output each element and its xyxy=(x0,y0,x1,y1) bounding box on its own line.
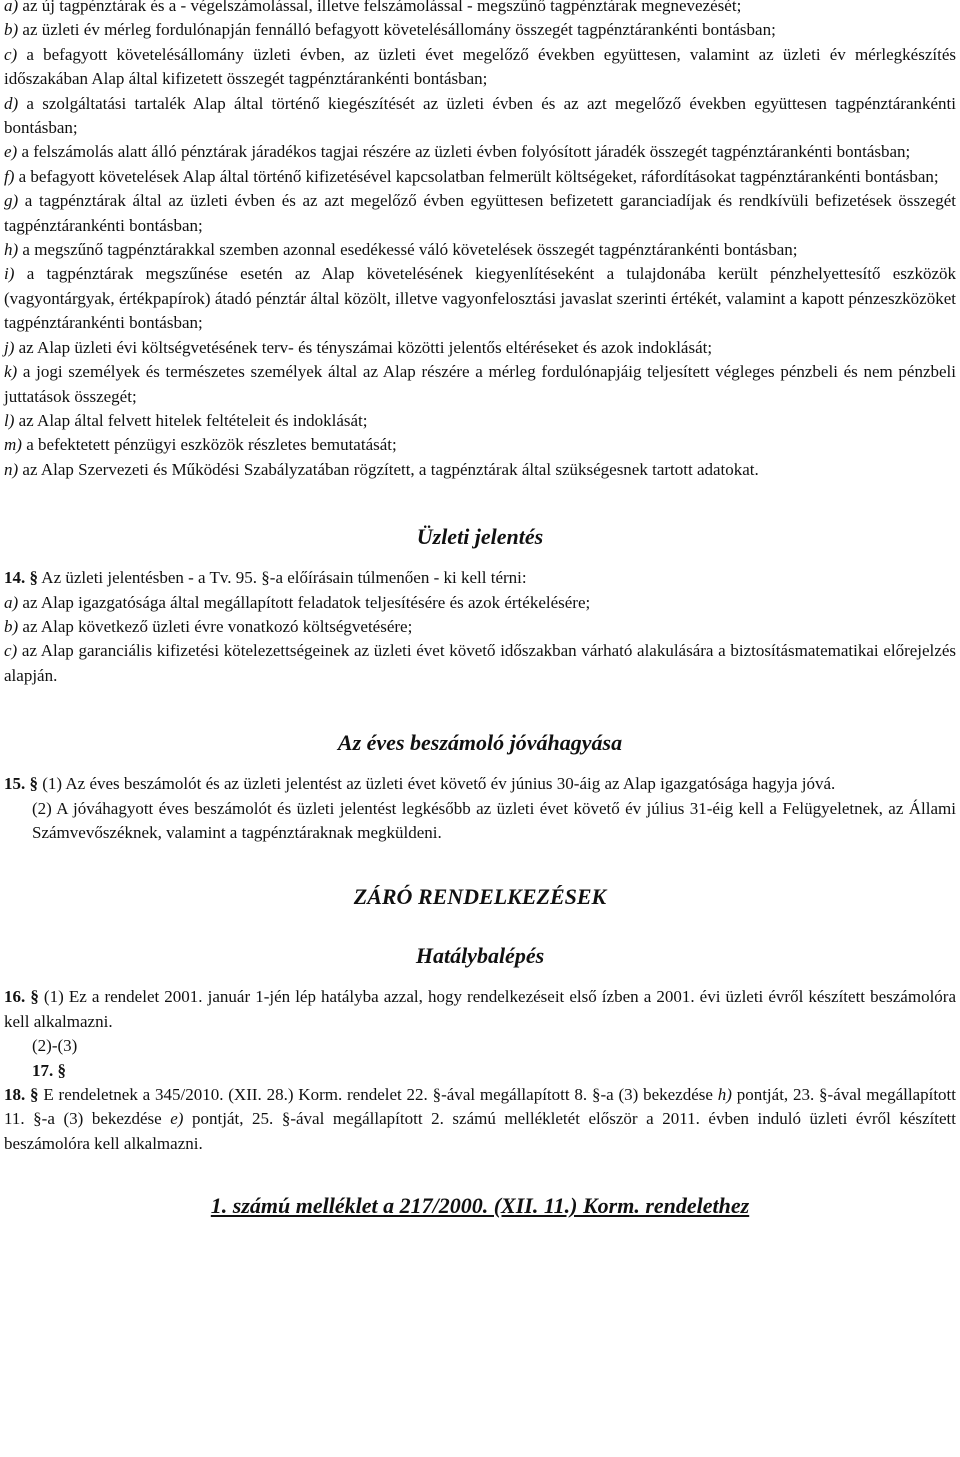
list-item-j: j) az Alap üzleti évi költségvetésének terv- és tényszámai közötti jelentős eltéréseket és azok indoklását; xyxy=(4,337,713,357)
list-item-m: m) a befektetett pénzügyi eszközök részletes bemutatását; xyxy=(4,435,397,455)
section-15-p1: 15. § (1) Az éves beszámolót és az üzleti jelentést az üzleti évet követő év június 30-áig az Alap igazgatósága hagyja jóvá. xyxy=(4,774,836,794)
section-16-p1: 16. § (1) Ez a rendelet 2001. január 1-jén lép hatályba azzal, hogy rendelkezéseit első ízben a 2001. évi üzleti évről készített beszámolóra kell alkalmazni. xyxy=(4,987,957,1031)
section-14-intro: 14. § Az üzleti jelentésben - a Tv. 95. §-a előírásain túlmenően - ki kell térni: xyxy=(4,568,527,588)
list-item-a: a) az új tagpénztárak és a - végelszámolással, illetve felszámolással - megszűnő tagpénztárak megnevezését; xyxy=(4,0,742,15)
section-14-item-c: c) az Alap garanciális kifizetési kötelezettségeinek az üzleti évet követő időszakban várható alakulására a biztosításmatematikai előrejelzés alapján. xyxy=(4,641,956,685)
section-16-sub: (2)-(3) xyxy=(32,1036,78,1056)
section-18 xyxy=(4,1083,956,1156)
list-item-k: k) a jogi személyek és természetes személyek által az Alap részére a mérleg fordulónapjáig teljesített végleges pénzbeli és nem pénzbeli juttatások összegét; xyxy=(4,362,956,406)
list-item-i: i) a tagpénztárak megszűnése esetén az Alap követelésének kiegyenlítéseként a tulajdonába került pénzhelyettesítő eszközök (vagyontárgyak, értékpapírok) átadó pénztár által közölt, illetve vagyonfelosztási javaslat szerinti értékét, valamint a kapott pénzeszközöket tagpénztárankénti bontásban; xyxy=(4,264,956,333)
section-15 xyxy=(4,772,956,845)
section-14-item-a: a) az Alap igazgatósága által megállapított feladatok teljesítésére és azok értékelésére; xyxy=(4,592,591,612)
section-17-p: 17. § xyxy=(32,1060,66,1080)
list-item-g: g) a tagpénztárak által az üzleti évben és az azt megelőző évben együttesen befizetett garanciadíjak és rendkívüli befizetések összegét tagpénztárankénti bontásban; xyxy=(4,191,956,235)
section-16 xyxy=(4,985,956,1058)
list-item-b: b) az üzleti év mérleg fordulónapján fennálló befagyott követelésállomány összegét tagpénztárankénti bontásban; xyxy=(4,20,776,40)
section-15-p2: (2) A jóváhagyott éves beszámolót és üzleti jelentést legkésőbb az üzleti évet követő év július 31-éig kell a Felügyeletnek, az Állami Számvevőszéknek, valamint a tagpénztáraknak megküldeni. xyxy=(32,798,956,842)
heading-hatalybalepes: Hatálybalépés xyxy=(415,943,545,969)
list-top xyxy=(4,0,956,482)
heading-zaro-rendelkezesek: ZÁRÓ RENDELKEZÉSEK xyxy=(353,884,607,910)
section-14-item-b: b) az Alap következő üzleti évre vonatkozó költségvetésére; xyxy=(4,616,413,636)
list-item-f: f) a befagyott követelések Alap által történő kifizetésével kapcsolatban felmerült költségeket, ráfordításokat tagpénztárankénti bontásban; xyxy=(4,166,939,186)
section-14 xyxy=(4,566,956,688)
heading-annex-title: 1. számú melléklet a 217/2000. (XII. 11.) Korm. rendelethez xyxy=(210,1193,750,1219)
heading-eves-beszamolo: Az éves beszámoló jóváhagyása xyxy=(337,730,623,756)
list-item-c: c) a befagyott követelésállomány üzleti évben, az üzleti évet megelőző években együttesen, valamint az üzleti év mérlegkészítés időszakában Alap által kifizetett összegét tagpénztárankénti bontásban; xyxy=(4,44,956,89)
list-item-h: h) a megszűnő tagpénztárakkal szemben azonnal esedékessé váló követelések összegét tagpénztárankénti bontásban; xyxy=(4,240,798,260)
list-item-d: d) a szolgáltatási tartalék Alap által történő kiegészítését az üzleti évben és az azt megelőző években együttesen tagpénztárankénti bontásban; xyxy=(4,93,956,138)
section-17 xyxy=(4,1059,956,1083)
list-item-e: e) a felszámolás alatt álló pénztárak járadékos tagjai részére az üzleti évben folyósított járadék összegét tagpénztárankénti bontásban; xyxy=(4,142,911,162)
section-18-p: 18. § E rendeletnek a 345/2010. (XII. 28.) Korm. rendelet 22. §-ával megállapított 8. §-a (3) bekezdése h) pontját, 23. §-ával megállapított 11. §-a (3) bekezdése e) pontját, 25. §-ával megállapított 2. számú mellékletét először a 2011. évben induló üzleti évről készített beszámolóra kell alkalmazni. xyxy=(4,1085,957,1153)
heading-uzleti-jelentes: Üzleti jelentés xyxy=(416,524,544,550)
list-item-l: l) az Alap által felvett hitelek feltételeit és indoklását; xyxy=(4,410,368,430)
list-item-n: n) az Alap Szervezeti és Működési Szabályzatában rögzített, a tagpénztárak által szükségesnek tartott adatokat. xyxy=(4,459,759,479)
